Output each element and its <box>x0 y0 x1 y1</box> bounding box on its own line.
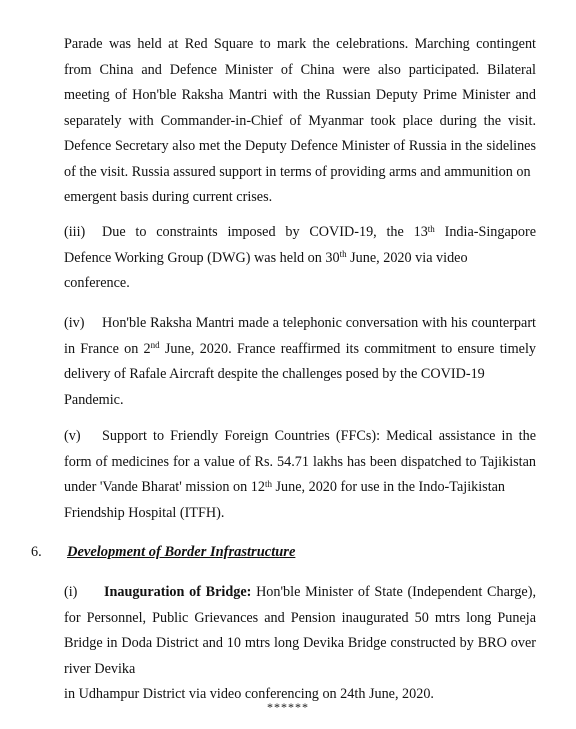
paragraph-i-bridge: (i) Inauguration of Bridge: Hon'ble Minister of State (Independent Charge), for Personnel, Public Grievances and Pension inaugurated 50 mtrs long Puneja Bridge in Doda District and 10 mtrs long Devika Bridge constructed by BRO over river Devika in Udhampur District via video conferencing on 24th June, 2020. <box>64 580 536 708</box>
item-number: (v) <box>64 428 81 444</box>
item-number: (iv) <box>64 315 85 331</box>
paragraph-victory-parade: Parade was held at Red Square to mark the celebrations. Marching contingent from China and Defence Minister of China were also participated. Bilateral meeting of Hon'ble Raksha Mantri with the Russian Deputy Prime Minister and separately with Commander-in-Chief of Myanmar took place during the visit. Defence Secretary also met the Deputy Defence Minister of Russia in the sidelines of the visit. Russia assured support in terms of providing arms and ammunition on emergent basis during current crises. <box>64 36 536 205</box>
end-marker: ****** <box>267 700 309 714</box>
paragraph-v-ffcs: (v) Support to Friendly Foreign Countries (FFCs): Medical assistance in the form of medicines for a value of Rs. 54.71 lakhs has been dispatched to Tajikistan under 'Vande Bharat' mission on 12th June, 2020 for use in the Indo-Tajikistan Friendship Hospital (ITFH). <box>64 424 536 526</box>
item-number: (i) <box>64 584 78 600</box>
section-number: 6. <box>31 544 42 560</box>
paragraph-iii-dwg: (iii) Due to constraints imposed by COVID-19, the 13th India-Singapore Defence Working Group (DWG) was held on 30th June, 2020 via video conference. <box>64 220 536 297</box>
section-heading: Development of Border Infrastructure <box>67 544 296 560</box>
item-heading: Inauguration of Bridge: <box>104 584 252 600</box>
item-number: (iii) <box>64 224 86 240</box>
paragraph-iv-france: (iv) Hon'ble Raksha Mantri made a telephonic conversation with his counterpart in France on 2nd June, 2020. France reaffirmed its commitment to ensure timely delivery of Rafale Aircraft despite the challenges posed by the COVID-19 Pandemic. <box>64 311 536 413</box>
